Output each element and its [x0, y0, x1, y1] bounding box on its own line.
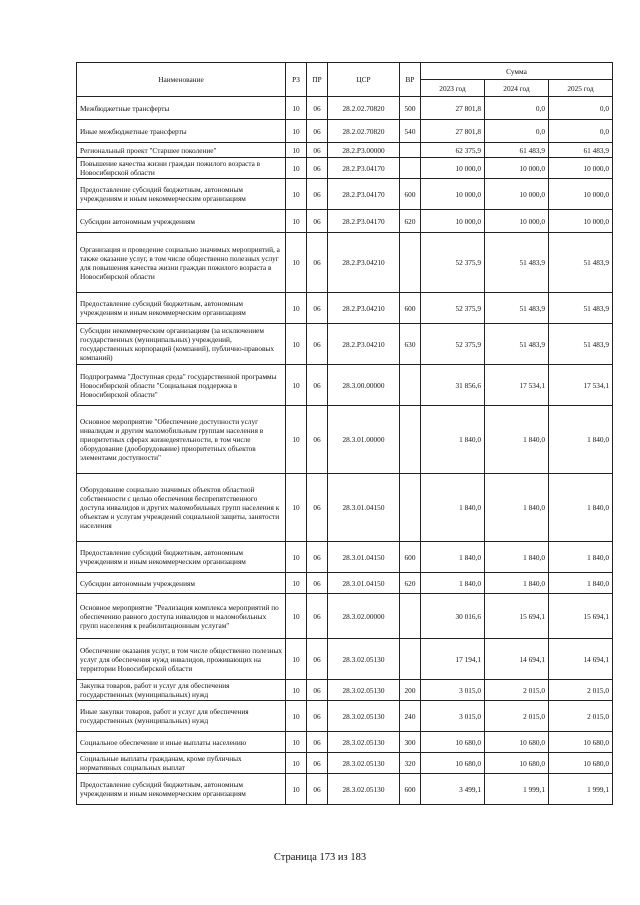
row-name: Социальные выплаты гражданам, кроме публичных нормативных социальных выплат [77, 753, 286, 774]
row-sum-2025: 2 015,0 [549, 680, 613, 701]
row-pr: 06 [307, 233, 328, 293]
row-name: Иные межбюджетные трансферты [77, 120, 286, 143]
row-sum-2023: 27 801,8 [421, 97, 485, 120]
header-vr: ВР [400, 63, 421, 97]
row-sum-2025: 61 483,9 [549, 143, 613, 158]
row-sum-2025: 15 694,1 [549, 594, 613, 639]
header-year-2024: 2024 год [485, 80, 549, 97]
row-csr: 28.3.01.04150 [328, 573, 400, 594]
row-sum-2023: 62 375,9 [421, 143, 485, 158]
row-pr: 06 [307, 474, 328, 542]
row-sum-2023: 10 680,0 [421, 732, 485, 753]
table-row [77, 753, 613, 774]
row-pr: 06 [307, 179, 328, 210]
table-header [77, 63, 613, 97]
table-row [77, 233, 613, 293]
row-sum-2025: 1 840,0 [549, 474, 613, 542]
row-rz: 10 [286, 143, 307, 158]
row-name: Региональный проект "Старшее поколение" [77, 143, 286, 158]
row-sum-2024: 1 840,0 [485, 542, 549, 573]
row-pr: 06 [307, 97, 328, 120]
row-sum-2024: 1 999,1 [485, 774, 549, 805]
row-name: Социальное обеспечение и иные выплаты населению [77, 732, 286, 753]
row-sum-2025: 51 483,9 [549, 293, 613, 324]
row-sum-2024: 17 534,1 [485, 365, 549, 406]
row-sum-2025: 10 680,0 [549, 753, 613, 774]
row-pr: 06 [307, 594, 328, 639]
table-row [77, 701, 613, 732]
table-row [77, 210, 613, 233]
row-pr: 06 [307, 753, 328, 774]
row-sum-2025: 10 000,0 [549, 158, 613, 179]
row-rz: 10 [286, 542, 307, 573]
row-sum-2023: 27 801,8 [421, 120, 485, 143]
row-rz: 10 [286, 701, 307, 732]
row-sum-2025: 0,0 [549, 97, 613, 120]
row-vr: 240 [400, 701, 421, 732]
row-rz: 10 [286, 365, 307, 406]
row-sum-2024: 10 000,0 [485, 179, 549, 210]
row-sum-2025: 51 483,9 [549, 324, 613, 365]
table-row [77, 120, 613, 143]
row-vr [400, 406, 421, 474]
row-pr: 06 [307, 680, 328, 701]
row-rz: 10 [286, 573, 307, 594]
page-number: Страница 173 из 183 [273, 852, 367, 863]
row-csr: 28.3.02.05130 [328, 732, 400, 753]
row-rz: 10 [286, 680, 307, 701]
header-name: Наименование [77, 63, 286, 97]
row-rz: 10 [286, 293, 307, 324]
row-sum-2024: 1 840,0 [485, 474, 549, 542]
row-name: Субсидии автономным учреждениям [77, 573, 286, 594]
row-sum-2025: 1 840,0 [549, 573, 613, 594]
header-sum: Сумма [421, 63, 613, 80]
row-vr: 600 [400, 542, 421, 573]
row-sum-2024: 2 015,0 [485, 701, 549, 732]
row-vr [400, 639, 421, 680]
row-vr [400, 594, 421, 639]
row-name: Оборудование социально значимых объектов областной собственности с целью обеспечения беспрепятственного доступа инвалидов и других маломобильных групп населения к объектам и услугам учреждений социальной защиты, занятости населения [77, 474, 286, 542]
row-vr [400, 143, 421, 158]
row-csr: 28.3.02.05130 [328, 639, 400, 680]
row-name: Обеспечение оказания услуг, в том числе общественно полезных услуг для обеспечения нужд инвалидов, проживающих на территории Новосибирской области [77, 639, 286, 680]
row-vr: 600 [400, 179, 421, 210]
row-sum-2023: 30 016,6 [421, 594, 485, 639]
row-vr: 620 [400, 210, 421, 233]
row-sum-2025: 10 000,0 [549, 179, 613, 210]
row-csr: 28.2.P3.04170 [328, 210, 400, 233]
row-pr: 06 [307, 293, 328, 324]
row-name: Повышение качества жизни граждан пожилого возраста в Новосибирской области [77, 158, 286, 179]
row-rz: 10 [286, 732, 307, 753]
row-rz: 10 [286, 774, 307, 805]
row-sum-2025: 0,0 [549, 120, 613, 143]
row-rz: 10 [286, 474, 307, 542]
row-csr: 28.3.01.04150 [328, 474, 400, 542]
row-sum-2024: 61 483,9 [485, 143, 549, 158]
row-vr: 620 [400, 573, 421, 594]
row-pr: 06 [307, 158, 328, 179]
table-row [77, 158, 613, 179]
row-csr: 28.3.01.04150 [328, 542, 400, 573]
row-sum-2023: 3 015,0 [421, 701, 485, 732]
row-csr: 28.2.P3.04210 [328, 293, 400, 324]
row-vr [400, 158, 421, 179]
row-sum-2024: 10 000,0 [485, 210, 549, 233]
row-sum-2025: 10 680,0 [549, 732, 613, 753]
row-csr: 28.2.P3.04210 [328, 233, 400, 293]
table-row [77, 365, 613, 406]
row-sum-2025: 14 694,1 [549, 639, 613, 680]
row-sum-2025: 17 534,1 [549, 365, 613, 406]
row-name: Основное мероприятие "Обеспечение доступности услуг инвалидам и другим маломобильным группам населения в приоритетных сферах жизнедеятельности, в том числе оборудование (дооборудование) приоритетных объектов элементами доступности" [77, 406, 286, 474]
row-name: Межбюджетные трансферты [77, 97, 286, 120]
row-rz: 10 [286, 594, 307, 639]
row-sum-2025: 1 840,0 [549, 406, 613, 474]
row-csr: 28.3.01.00000 [328, 406, 400, 474]
header-csr: ЦСР [328, 63, 400, 97]
row-sum-2023: 1 840,0 [421, 573, 485, 594]
row-sum-2024: 1 840,0 [485, 406, 549, 474]
row-pr: 06 [307, 774, 328, 805]
table-row [77, 639, 613, 680]
row-pr: 06 [307, 639, 328, 680]
row-name: Предоставление субсидий бюджетным, автономным учреждениям и иным некоммерческим организациям [77, 542, 286, 573]
row-csr: 28.2.P3.00000 [328, 143, 400, 158]
row-pr: 06 [307, 701, 328, 732]
row-name: Закупка товаров, работ и услуг для обеспечения государственных (муниципальных) нужд [77, 680, 286, 701]
row-sum-2025: 10 000,0 [549, 210, 613, 233]
row-sum-2023: 10 000,0 [421, 210, 485, 233]
row-vr: 300 [400, 732, 421, 753]
row-csr: 28.2.P3.04210 [328, 324, 400, 365]
row-sum-2024: 10 680,0 [485, 732, 549, 753]
row-sum-2025: 1 840,0 [549, 542, 613, 573]
row-vr [400, 365, 421, 406]
row-sum-2023: 52 375,9 [421, 233, 485, 293]
row-sum-2024: 2 015,0 [485, 680, 549, 701]
row-sum-2024: 51 483,9 [485, 293, 549, 324]
row-rz: 10 [286, 158, 307, 179]
row-csr: 28.3.02.05130 [328, 774, 400, 805]
row-csr: 28.3.02.05130 [328, 680, 400, 701]
row-pr: 06 [307, 406, 328, 474]
row-name: Предоставление субсидий бюджетным, автономным учреждениям и иным некоммерческим организациям [77, 774, 286, 805]
row-name: Подпрограмма "Доступная среда" государственной программы Новосибирской области "Социальная поддержка в Новосибирской области" [77, 365, 286, 406]
row-sum-2023: 1 840,0 [421, 406, 485, 474]
row-name: Предоставление субсидий бюджетным, автономным учреждениям и иным некоммерческим организациям [77, 179, 286, 210]
row-rz: 10 [286, 233, 307, 293]
row-pr: 06 [307, 732, 328, 753]
row-name: Субсидии автономным учреждениям [77, 210, 286, 233]
row-pr: 06 [307, 120, 328, 143]
header-year-2023: 2023 год [421, 80, 485, 97]
row-vr [400, 474, 421, 542]
row-rz: 10 [286, 639, 307, 680]
row-sum-2023: 52 375,9 [421, 324, 485, 365]
table-row [77, 179, 613, 210]
row-csr: 28.2.02.70820 [328, 97, 400, 120]
row-sum-2023: 10 000,0 [421, 158, 485, 179]
table-row [77, 573, 613, 594]
row-sum-2025: 1 999,1 [549, 774, 613, 805]
table-row [77, 732, 613, 753]
row-vr [400, 233, 421, 293]
row-csr: 28.2.P3.04170 [328, 158, 400, 179]
row-sum-2024: 1 840,0 [485, 573, 549, 594]
table-body [77, 97, 613, 805]
table-row [77, 143, 613, 158]
row-rz: 10 [286, 753, 307, 774]
row-rz: 10 [286, 120, 307, 143]
row-pr: 06 [307, 210, 328, 233]
table-row [77, 474, 613, 542]
row-name: Предоставление субсидий бюджетным, автономным учреждениям и иным некоммерческим организациям [77, 293, 286, 324]
row-sum-2023: 1 840,0 [421, 474, 485, 542]
row-rz: 10 [286, 406, 307, 474]
row-vr: 600 [400, 293, 421, 324]
row-name: Субсидии некоммерческим организациям (за исключением государственных (муниципальных) учреждений, государственных корпораций (компаний), публично-правовых компаний) [77, 324, 286, 365]
row-csr: 28.2.02.70820 [328, 120, 400, 143]
row-csr: 28.3.02.00000 [328, 594, 400, 639]
row-vr: 500 [400, 97, 421, 120]
table-row [77, 680, 613, 701]
row-sum-2023: 3 015,0 [421, 680, 485, 701]
row-csr: 28.3.02.05130 [328, 701, 400, 732]
row-vr: 320 [400, 753, 421, 774]
row-sum-2024: 51 483,9 [485, 324, 549, 365]
row-csr: 28.3.00.00000 [328, 365, 400, 406]
row-pr: 06 [307, 324, 328, 365]
row-name: Иные закупки товаров, работ и услуг для обеспечения государственных (муниципальных) нужд [77, 701, 286, 732]
row-sum-2024: 0,0 [485, 120, 549, 143]
row-rz: 10 [286, 210, 307, 233]
row-pr: 06 [307, 573, 328, 594]
row-vr: 540 [400, 120, 421, 143]
row-sum-2023: 31 856,6 [421, 365, 485, 406]
row-vr: 630 [400, 324, 421, 365]
row-sum-2024: 15 694,1 [485, 594, 549, 639]
header-rz: РЗ [286, 63, 307, 97]
row-sum-2023: 3 499,1 [421, 774, 485, 805]
budget-table [76, 62, 613, 805]
row-vr: 200 [400, 680, 421, 701]
header-pr: ПР [307, 63, 328, 97]
table-row [77, 594, 613, 639]
row-pr: 06 [307, 542, 328, 573]
row-name: Основное мероприятие "Реализация комплекса мероприятий по обеспечению равного доступа инвалидов и маломобильных групп населения к реабилитационным услугам" [77, 594, 286, 639]
row-sum-2024: 10 680,0 [485, 753, 549, 774]
table-row [77, 774, 613, 805]
row-sum-2024: 10 000,0 [485, 158, 549, 179]
row-sum-2023: 1 840,0 [421, 542, 485, 573]
row-sum-2025: 51 483,9 [549, 233, 613, 293]
row-sum-2025: 2 015,0 [549, 701, 613, 732]
row-rz: 10 [286, 179, 307, 210]
row-sum-2024: 0,0 [485, 97, 549, 120]
table-row [77, 406, 613, 474]
row-pr: 06 [307, 143, 328, 158]
row-csr: 28.2.P3.04170 [328, 179, 400, 210]
row-sum-2023: 10 680,0 [421, 753, 485, 774]
row-sum-2024: 51 483,9 [485, 233, 549, 293]
header-year-2025: 2025 год [549, 80, 613, 97]
row-sum-2023: 17 194,1 [421, 639, 485, 680]
row-name: Организация и проведение социально значимых мероприятий, а также оказание услуг, в том числе общественно полезных услуг для повышения качества жизни граждан пожилого возраста в Новосибирской области [77, 233, 286, 293]
row-rz: 10 [286, 97, 307, 120]
row-sum-2024: 14 694,1 [485, 639, 549, 680]
row-csr: 28.3.02.05130 [328, 753, 400, 774]
table-row [77, 293, 613, 324]
row-pr: 06 [307, 365, 328, 406]
table-row [77, 324, 613, 365]
row-rz: 10 [286, 324, 307, 365]
row-vr: 600 [400, 774, 421, 805]
table-row [77, 542, 613, 573]
row-sum-2023: 10 000,0 [421, 179, 485, 210]
row-sum-2023: 52 375,9 [421, 293, 485, 324]
table-row [77, 97, 613, 120]
